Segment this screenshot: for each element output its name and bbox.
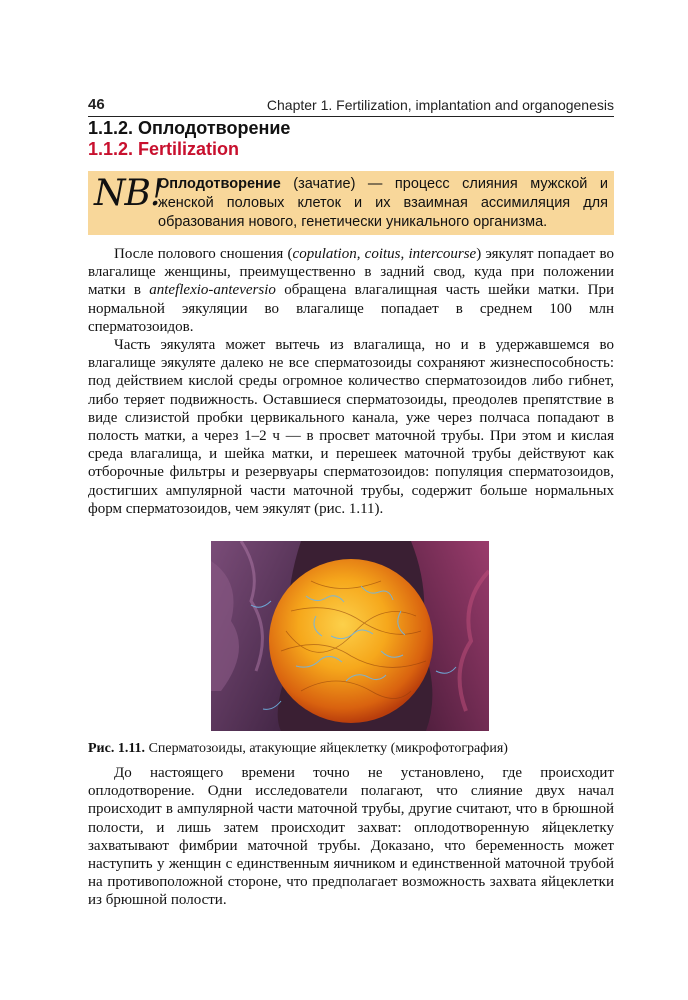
running-header <box>88 92 614 117</box>
nb-definition: (зачатие) — процесс слияния мужской и женской половых клеток и их взаимная ассимиляция для образования нового, генетически уникального организма. <box>158 176 608 230</box>
nb-definition-box <box>88 171 614 235</box>
nb-definition-text <box>158 175 608 232</box>
text-run: обращена влагалищная часть шейки матки. При нормальной эякуляции во влагалище попадает в среднем 100 млн сперматозоидов. <box>88 282 614 335</box>
figure-caption-text: Сперматозоиды, атакующие яйцеклетку (микрофотография) <box>145 741 508 756</box>
nb-label: NB! <box>94 173 164 214</box>
body-text-block-1 <box>88 245 614 518</box>
text-run: , <box>356 246 365 262</box>
nb-term: Оплодотворение <box>158 176 281 192</box>
text-run: После полового сношения ( <box>114 246 293 262</box>
text-run: ) эякулят попадает во влагалище женщины, преимущественно в задний свод, куда при положении матки в <box>88 246 615 299</box>
latin-term: copulation <box>292 246 357 262</box>
paragraph-3: До настоящего времени точно не установлено, где происходит оплодотворение. Одни исследователи полагают, что слияние двух начал происходит в ампулярной части маточной трубы, другие считают, что в брюшной полости, и лишь затем происходит захват: оплодотворенную яйцеклетку захватывают фимбрии маточной трубы. Доказано, что беременность может наступить у женщин с единственным яичником и единственной маточной трубой на противоположной стороне, что предполагает возможность захвата яйцеклетки из брюшной полости. <box>88 765 614 909</box>
latin-term: intercourse <box>408 246 477 262</box>
figure-label: Рис. 1.11. <box>88 741 146 756</box>
paragraph-2: Часть эякулята может вытечь из влагалища, но и в удержавшемся во влагалище эякуляте далеко не все сперматозоиды сохраняют жизнеспособность: под действием кислой среды огромное количество сперматозоидов либо гибнет, либо теряет подвижность. Оставшиеся сперматозоиды, преодолев препятствие в виде слизистой пробки цервикального канала, уже через полчаса попадают в полость матки, а через 1–2 ч — в просвет маточной трубы. При этом и кислая среда влагалища, и шейка матки, и перешеек маточной трубы действуют как отборочные фильтры и резервуары сперматозоидов: популяция сперматозоидов, достигших ампулярной части маточной трубы, содержит больше нормальных форм сперматозоидов, чем эякулят (рис. 1.11). <box>88 337 614 517</box>
latin-term: anteflexio-anteversio <box>149 282 276 299</box>
section-title-ru: 1.1.2. Оплодотворение <box>88 118 291 138</box>
body-text-block-2 <box>88 764 614 910</box>
micrograph-image <box>211 541 489 731</box>
paragraph-1 <box>88 245 614 336</box>
page-number: 46 <box>88 96 105 113</box>
chapter-title: Chapter 1. Fertilization, implantation and organogenesis <box>266 97 614 113</box>
section-title-en: 1.1.2. Fertilization <box>88 139 240 159</box>
figure-micrograph <box>211 541 489 731</box>
text-run: , <box>400 246 409 262</box>
latin-term: coitus <box>364 246 401 262</box>
figure-caption <box>88 741 614 757</box>
